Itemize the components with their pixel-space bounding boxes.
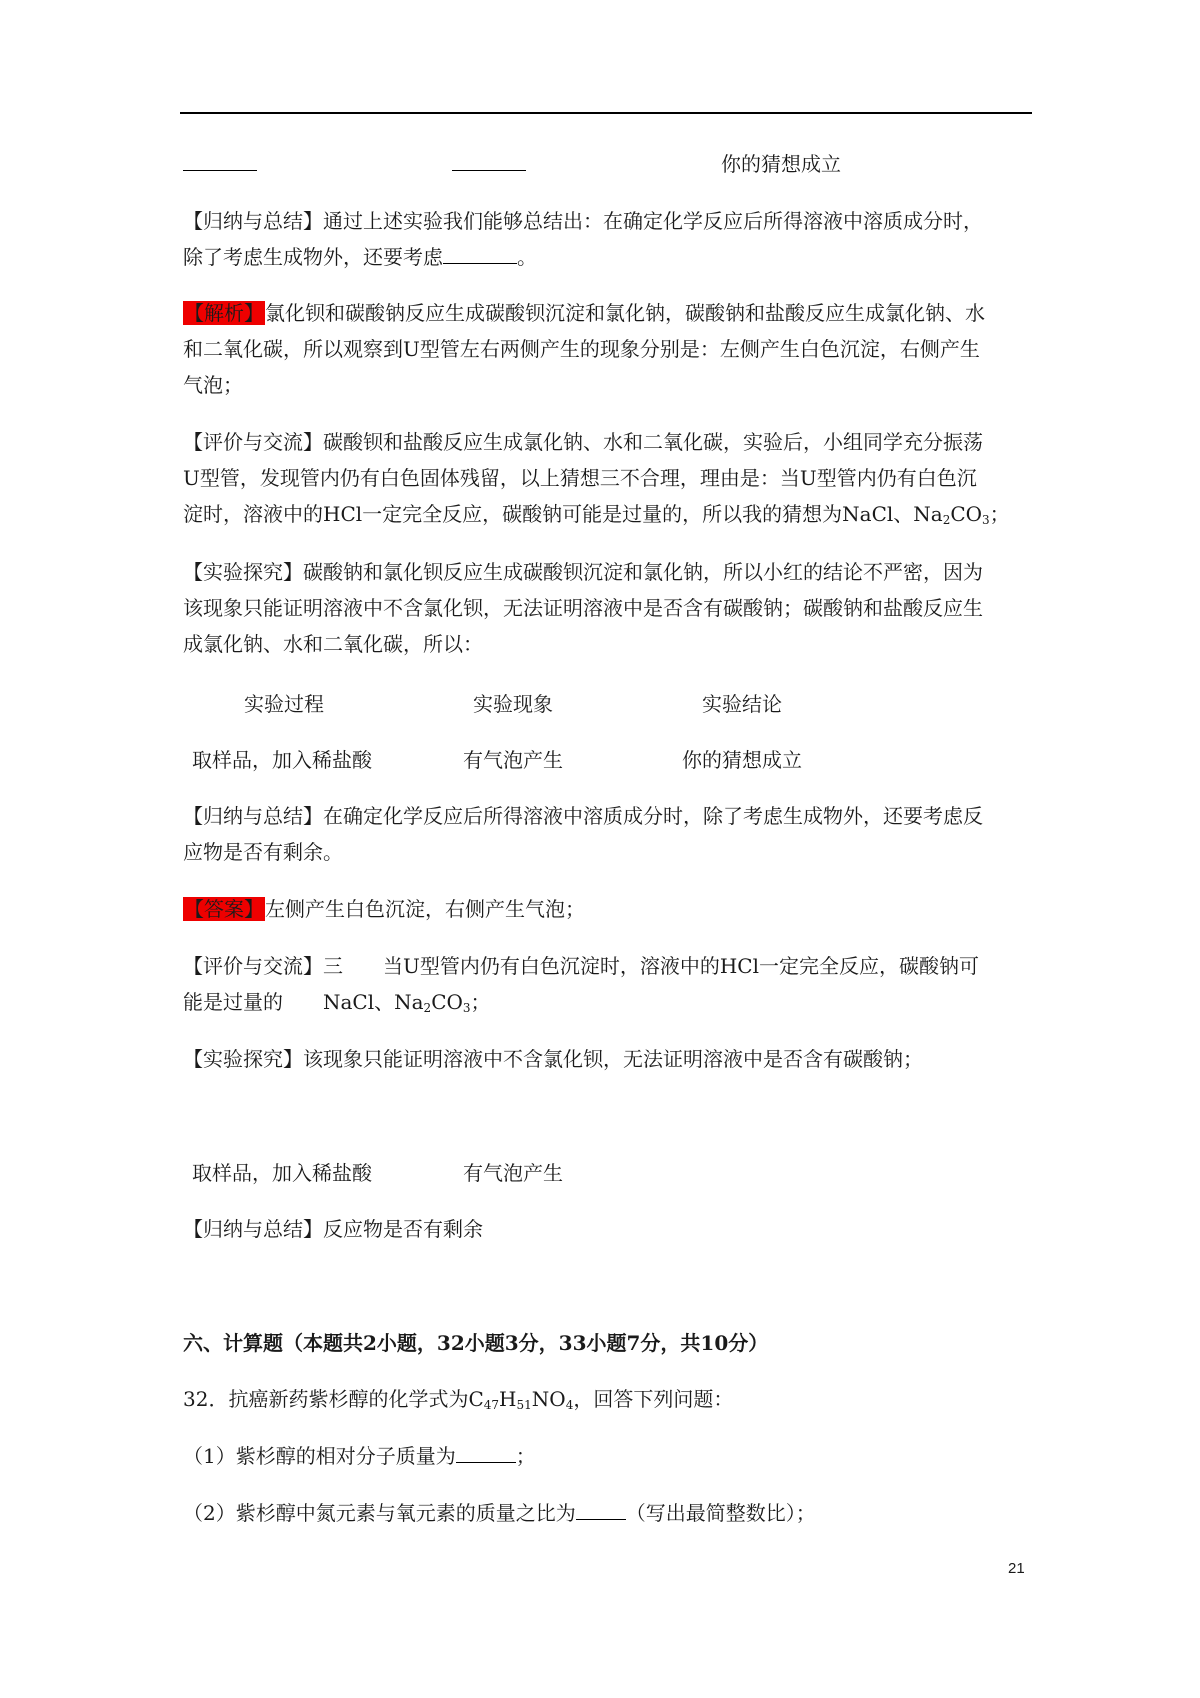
summary-question-line-1: 【归纳与总结】通过上述实验我们能够总结出：在确定化学反应后所得溶液中溶质成分时， — [183, 209, 983, 233]
table-cell-phenomenon: 有气泡产生 — [463, 748, 563, 772]
table-header-process: 实验过程 — [244, 692, 324, 716]
analysis-tag: 【解析】 — [184, 301, 264, 325]
question-32-part-1: （1）紫杉醇的相对分子质量为 ； — [183, 1438, 1028, 1474]
analysis-line-3: 气泡； — [183, 373, 243, 397]
answer-explore-line: 【实验探究】该现象只能证明溶液中不含氯化钡，无法证明溶液中是否含有碳酸钠； — [183, 1047, 923, 1071]
table-cell-process: 取样品，加入稀盐酸 — [192, 748, 372, 772]
page-number: 21 — [1008, 1560, 1025, 1577]
eval-line-2: U型管，发现管内仍有白色固体残留，以上猜想三不合理，理由是：当U型管内仍有白色沉 — [183, 466, 977, 490]
summary-answer-line-1: 【归纳与总结】在确定化学反应后所得溶液中溶质成分时，除了考虑生成物外，还要考虑反 — [183, 804, 983, 828]
blank-1 — [183, 146, 257, 182]
top-row-conclusion: 你的猜想成立 — [721, 152, 841, 176]
explore-line-1: 【实验探究】碳酸钠和氯化钡反应生成碳酸钡沉淀和氯化钠，所以小红的结论不严密，因为 — [183, 560, 983, 584]
answer-table-process: 取样品，加入稀盐酸 — [192, 1161, 372, 1185]
explore-line-2: 该现象只能证明溶液中不含氯化钡，无法证明溶液中是否含有碳酸钠；碳酸钠和盐酸反应生 — [183, 596, 983, 620]
analysis-line-1: 【解析】氯化钡和碳酸钠反应生成碳酸钡沉淀和氯化钠，碳酸钠和盐酸反应生成氯化钠、水 — [184, 301, 985, 325]
analysis-line-2: 和二氧化碳，所以观察到U型管左右两侧产生的现象分别是：左侧产生白色沉淀，右侧产生 — [183, 337, 980, 361]
summary-answer-line-2: 应物是否有剩余。 — [183, 840, 343, 864]
answer-line-1: 【答案】左侧产生白色沉淀，右侧产生气泡； — [184, 897, 585, 921]
eval-line-3: 淀时，溶液中的HCl一定完全反应，碳酸钠可能是过量的，所以我的猜想为NaCl、$Na_2CO_3$； — [183, 502, 1010, 527]
eval-line-1: 【评价与交流】碳酸钡和盐酸反应生成氯化钠、水和二氧化碳，实验后，小组同学充分振荡 — [183, 430, 983, 454]
answer-eval-line-1: 【评价与交流】三 当U型管内仍有白色沉淀时，溶液中的HCl一定完全反应，碳酸钠可 — [183, 954, 979, 978]
answer-table-phenomenon: 有气泡产生 — [463, 1161, 563, 1185]
table-header-conclusion: 实验结论 — [702, 692, 782, 716]
header-rule — [180, 112, 1032, 114]
table-header-phenomenon: 实验现象 — [473, 692, 553, 716]
explore-line-3: 成氯化钠、水和二氧化碳，所以： — [183, 632, 483, 656]
summary-question-line-2: 除了考虑生成物外，还要考虑 。 — [183, 239, 1028, 275]
blank-2 — [452, 146, 526, 182]
answer-tag: 【答案】 — [184, 897, 264, 921]
section-6-title: 六、计算题（本题共2小题，32小题3分，33小题7分，共10分） — [183, 1331, 769, 1355]
question-32-part-2: （2）紫杉醇中氮元素与氧元素的质量之比为 （写出最简整数比）； — [183, 1495, 1028, 1531]
table-cell-conclusion: 你的猜想成立 — [682, 748, 802, 772]
answer-eval-line-2: 能是过量的 NaCl、$Na_2CO_3$； — [183, 990, 491, 1015]
question-32: 32．抗癌新药紫杉醇的化学式为$C_{47}H_{51}NO_4$，回答下列问题： — [183, 1387, 734, 1412]
answer-summary-line: 【归纳与总结】反应物是否有剩余 — [183, 1217, 483, 1241]
